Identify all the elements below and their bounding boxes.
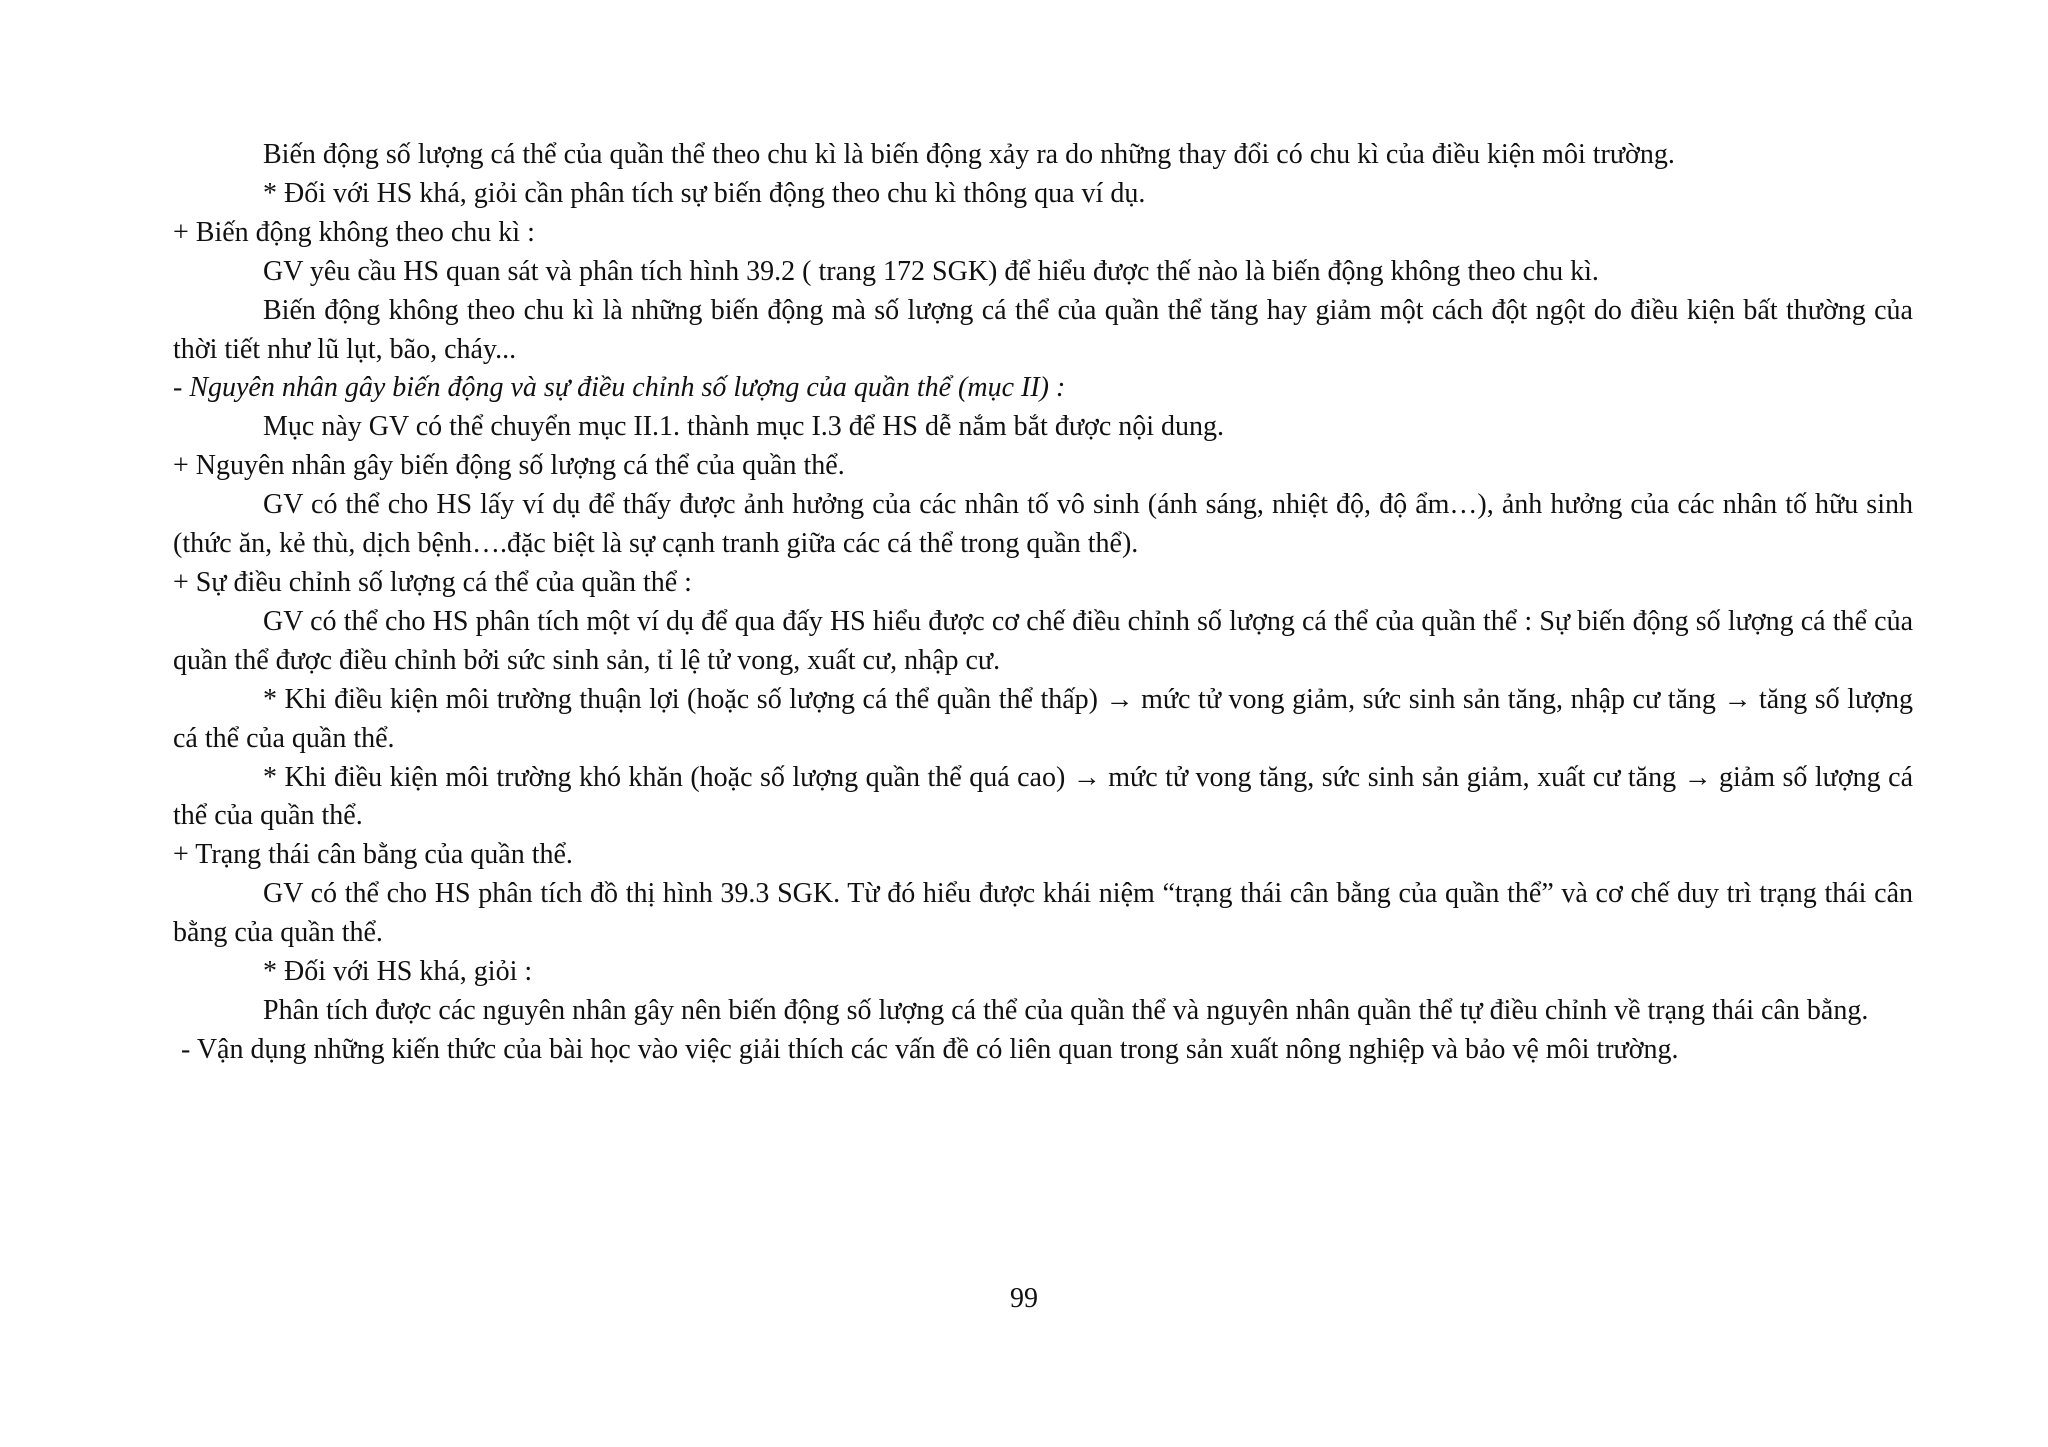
paragraph-cyclic-definition: Biến động số lượng cá thể của quần thể theo chu kì là biến động xảy ra do những thay đổi có chu kì của điều kiện môi trường. bbox=[263, 139, 1675, 170]
paragraph-figure-39-3-equilibrium: GV có thể cho HS phân tích đồ thị hình 39.3 SGK. Từ đó hiểu được khái niệm “trạng thái cân bằng của quần thể” và cơ chế duy trì trạng thái cân bằng của quần thể. bbox=[173, 878, 1913, 949]
paragraph-analysis-causes: Phân tích được các nguyên nhân gây nên biến động số lượng cá thể của quần thể và nguyên nhân quần thể tự điều chỉnh về trạng thái cân bằng. bbox=[263, 994, 1869, 1026]
paragraph-non-cyclic-definition: Biến động không theo chu kì là những biến động mà số lượng cá thể của quần thể tăng hay giảm một cách đột ngột do điều kiện bất thường của thời tiết như lũ lụt, bão, cháy... bbox=[173, 294, 1913, 365]
paragraph-unfavorable-conditions: * Khi điều kiện môi trường khó khăn (hoặc số lượng quần thể quá cao) → mức tử vong tăng, sức sinh sản giảm, xuất cư tăng → giảm số lượng cá thể của quần thể. bbox=[173, 761, 1913, 832]
paragraph-advanced-note-equilibrium: * Đối với HS khá, giỏi : bbox=[263, 956, 533, 988]
paragraph-regulation-mechanism: GV có thể cho HS phân tích một ví dụ để qua đấy HS hiểu được cơ chế điều chỉnh số lượng cá thể của quần thể : Sự biến động số lượng cá thể của quần thể được điều chỉnh bởi sức sinh sản, tỉ lệ tử vong, xuất cư, nhập cư. bbox=[173, 605, 1913, 676]
heading-causes-and-regulation: - Nguyên nhân gây biến động và sự điều chỉnh số lượng của quần thể (mục II) : bbox=[173, 372, 1066, 404]
heading-causes-of-fluctuation: + Nguyên nhân gây biến động số lượng cá thể của quần thể. bbox=[173, 450, 845, 482]
heading-equilibrium-state: + Trạng thái cân bằng của quần thể. bbox=[173, 839, 573, 871]
paragraph-figure-39-2-instruction: GV yêu cầu HS quan sát và phân tích hình 39.2 ( trang 172 SGK) để hiểu được thế nào là biến động không theo chu kì. bbox=[263, 255, 1599, 287]
paragraph-applying-knowledge: - Vận dụng những kiến thức của bài học vào việc giải thích các vấn đề có liên quan trong sản xuất nông nghiệp và bảo vệ môi trường. bbox=[181, 1033, 1679, 1065]
paragraph-advanced-note-cyclic: * Đối với HS khá, giỏi cần phân tích sự biến động theo chu kì thông qua ví dụ. bbox=[263, 177, 1146, 209]
heading-non-cyclic-fluctuation: + Biến động không theo chu kì : bbox=[173, 216, 535, 248]
heading-population-regulation: + Sự điều chỉnh số lượng cá thể của quần thể : bbox=[173, 566, 692, 598]
page-number: 99 bbox=[1010, 1283, 1038, 1314]
paragraph-abiotic-biotic-factors: GV có thể cho HS lấy ví dụ để thấy được ảnh hưởng của các nhân tố vô sinh (ánh sáng, nhiệt độ, độ ẩm…), ảnh hưởng của các nhân tố hữu sinh (thức ăn, kẻ thù, dịch bệnh….đặc biệt là sự cạnh tranh giữa các cá thể trong quần thể). bbox=[173, 489, 1913, 560]
paragraph-section-reorder-note: Mục này GV có thể chuyển mục II.1. thành mục I.3 để HS dễ nắm bắt được nội dung. bbox=[263, 411, 1225, 443]
document-body bbox=[173, 136, 1913, 1070]
paragraph-favorable-conditions: * Khi điều kiện môi trường thuận lợi (hoặc số lượng cá thể quần thể thấp) → mức tử vong giảm, sức sinh sản tăng, nhập cư tăng → tăng số lượng cá thể của quần thể. bbox=[173, 683, 1913, 754]
